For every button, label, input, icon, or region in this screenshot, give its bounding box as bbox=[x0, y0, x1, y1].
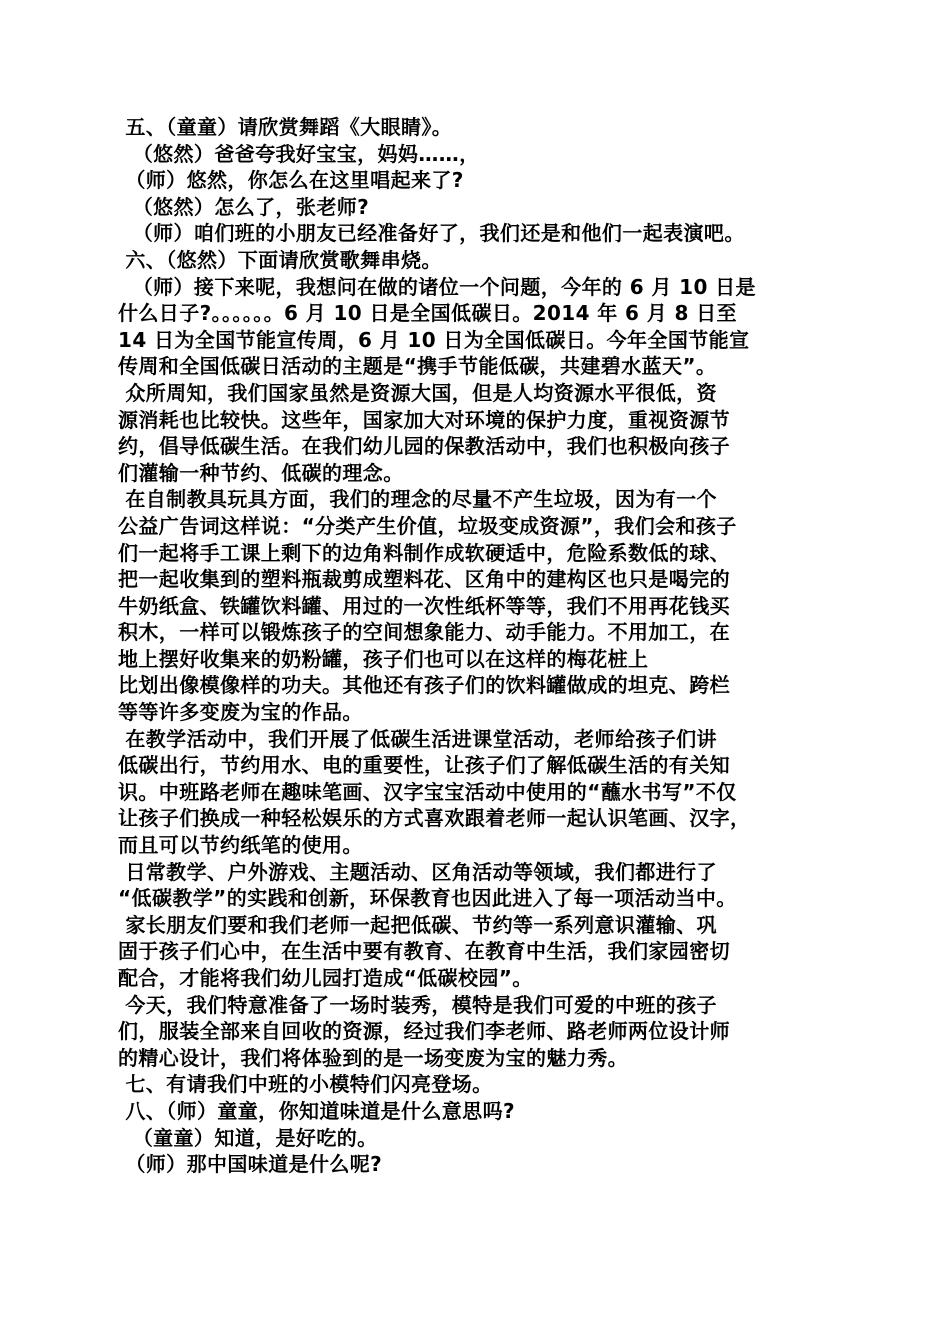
text-line: 14 日为全国节能宣传周，6 月 10 日为全国低碳日。今年全国节能宣 bbox=[118, 327, 750, 352]
text-line: 家长朋友们要和我们老师一起把低碳、节约等一系列意识灌输、巩 bbox=[118, 912, 717, 937]
text-line: 公益广告词这样说：“分类产生价值，垃圾变成资源”，我们会和孩子 bbox=[118, 513, 737, 538]
text-line: 五、（童童）请欣赏舞蹈《大眼睛》。 bbox=[118, 115, 453, 139]
text-line: 让孩子们换成一种轻松娱乐的方式喜欢跟着老师一起认识笔画、汉字， bbox=[118, 806, 751, 831]
text-line: 积木，一样可以锻炼孩子的空间想象能力、动手能力。不用加工，在 bbox=[118, 620, 730, 645]
text-line: 们，服装全部来自回收的资源，经过我们李老师、路老师两位设计师 bbox=[118, 1019, 730, 1044]
text-line: 八、（师）童童，你知道味道是什么意思吗? bbox=[118, 1098, 515, 1123]
text-line: 什么日子?。。。。。。6 月 10 日是全国低碳日。2014 年 6 月 8 日至 bbox=[118, 301, 737, 326]
text-line: 六、（悠然）下面请欣赏歌舞串烧。 bbox=[118, 247, 442, 272]
text-line: 约，倡导低碳生活。在我们幼儿园的保教活动中，我们也积极向孩子 bbox=[118, 434, 730, 459]
text-line: 牛奶纸盒、铁罐饮料罐、用过的一次性纸杯等等，我们不用再花钱买 bbox=[118, 593, 730, 618]
text-line: 日常教学、户外游戏、主题活动、区角活动等领域，我们都进行了 bbox=[118, 859, 717, 884]
text-line: （师）悠然，你怎么在这里唱起来了? bbox=[118, 168, 464, 193]
text-line: （师）那中国味道是什么呢? bbox=[118, 1152, 383, 1177]
text-line: 等等许多变废为宝的作品。 bbox=[118, 700, 363, 725]
text-line: 比划出像模像样的功夫。其他还有孩子们的饮料罐做成的坦克、跨栏 bbox=[118, 673, 730, 698]
text-line: 识。中班路老师在趣味笔画、汉字宝宝活动中使用的“蘸水书写”不仅 bbox=[118, 779, 737, 804]
text-line: 而且可以节约纸笔的使用。 bbox=[118, 833, 363, 858]
text-line: “低碳教学”的实践和创新，环保教育也因此进入了每一项活动当中。 bbox=[118, 886, 737, 911]
text-line: 在自制教具玩具方面，我们的理念的尽量不产生垃圾，因为有一个 bbox=[118, 487, 717, 512]
document-body bbox=[118, 114, 848, 1178]
text-line: 把一起收集到的塑料瓶裁剪成塑料花、区角中的建构区也只是喝完的 bbox=[118, 567, 730, 592]
text-line: 们灌输一种节约、低碳的理念。 bbox=[118, 460, 404, 485]
text-line: 源消耗也比较快。这些年，国家加大对环境的保护力度，重视资源节 bbox=[118, 407, 730, 432]
text-line: （师）咱们班的小朋友已经准备好了，我们还是和他们一起表演吧。 bbox=[118, 221, 745, 246]
text-line: 固于孩子们心中，在生活中要有教育、在教育中生活，我们家园密切 bbox=[118, 939, 730, 964]
text-line: 配合，才能将我们幼儿园打造成“低碳校园”。 bbox=[118, 966, 533, 990]
text-line: （悠然）爸爸夸我好宝宝，妈妈……， bbox=[118, 141, 480, 166]
text-line: 们一起将手工课上剩下的边角料制作成软硬适中，危险系数低的球、 bbox=[118, 540, 730, 565]
text-line: （童童）知道，是好吃的。 bbox=[118, 1125, 378, 1150]
text-line: 低碳出行，节约用水、电的重要性，让孩子们了解低碳生活的有关知 bbox=[118, 753, 730, 778]
text-line: 今天，我们特意准备了一场时装秀，模特是我们可爱的中班的孩子 bbox=[118, 992, 717, 1017]
text-line: 七、有请我们中班的小模特们闪亮登场。 bbox=[118, 1072, 493, 1097]
text-line: 在教学活动中，我们开展了低碳生活进课堂活动，老师给孩子们讲 bbox=[118, 726, 717, 751]
text-line: 地上摆好收集来的奶粉罐，孩子们也可以在这样的梅花桩上 bbox=[118, 646, 649, 671]
text-line: （悠然）怎么了，张老师? bbox=[118, 194, 370, 219]
text-line: 的精心设计，我们将体验到的是一场变废为宝的魅力秀。 bbox=[118, 1045, 628, 1070]
text-line: 众所周知，我们国家虽然是资源大国，但是人均资源水平很低，资 bbox=[118, 380, 717, 405]
text-line: （师）接下来呢，我想问在做的诸位一个问题，今年的 6 月 10 日是 bbox=[118, 274, 756, 299]
text-line: 传周和全国低碳日活动的主题是“携手节能低碳，共建碧水蓝天”。 bbox=[118, 354, 717, 379]
